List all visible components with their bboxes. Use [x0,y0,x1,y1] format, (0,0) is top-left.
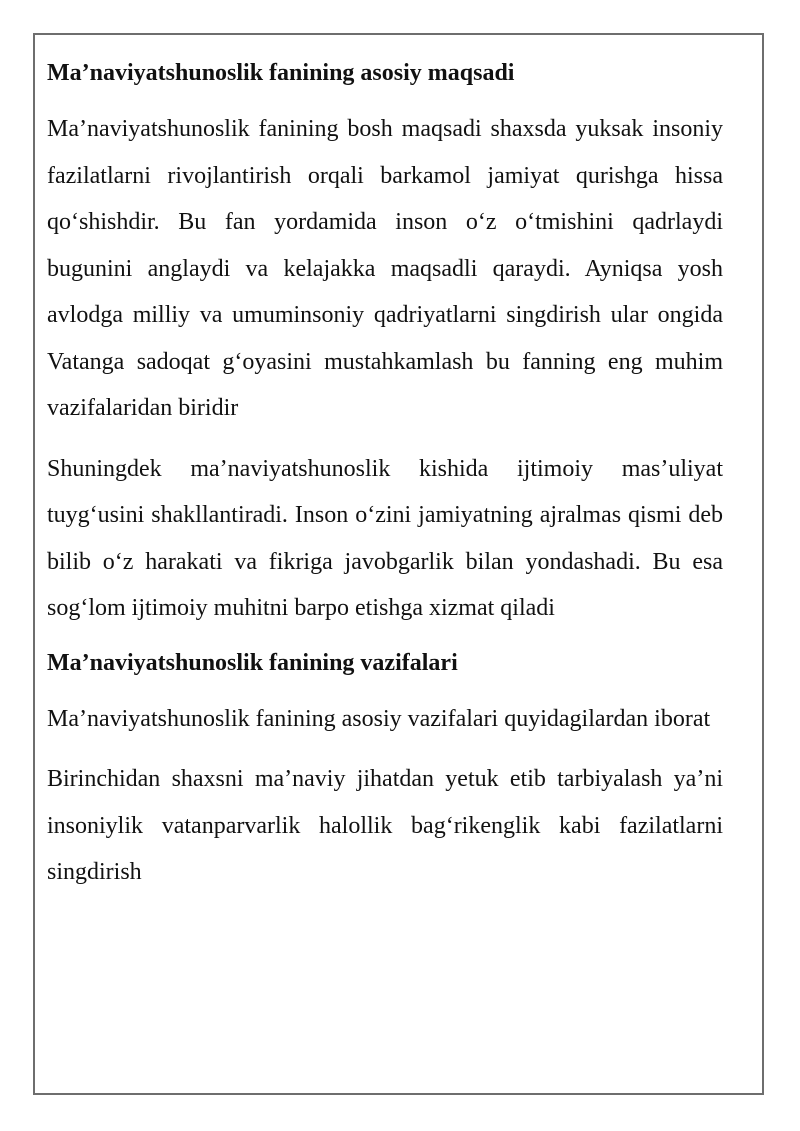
section-main-goal [47,56,723,632]
paragraph: Ma’naviyatshunoslik fanining bosh maqsadi shaxsda yuksak insoniy fazilatlarni rivojlantirish orqali barkamol jamiyat qurishga hissa qo‘shishdir. Bu fan yordamida inson o‘z o‘tmishini qadrlaydi bugunini anglaydi va kelajakka maqsadli qaraydi. Ayniqsa yosh avlodga milliy va umuminsoniy qadriyatlarni singdirish ular ongida Vatanga sadoqat g‘oyasini mustahkamlash bu fanning eng muhim vazifalaridan biridir [47,116,723,421]
document-body [47,56,723,910]
section-heading: Ma’naviyatshunoslik fanining asosiy maqsadi [47,60,515,86]
section-heading: Ma’naviyatshunoslik fanining vazifalari [47,649,458,676]
paragraph: Ma’naviyatshunoslik fanining asosiy vazifalari quyidagilardan iborat [47,705,711,732]
section-tasks [47,646,723,896]
paragraph: Shuningdek ma’naviyatshunoslik kishida ijtimoiy mas’uliyat tuyg‘usini shakllantiradi. Inson o‘zini jamiyatning ajralmas qismi deb bilib o‘z harakati va fikriga javobgarlik bilan yondashadi. Bu esa sog‘lom ijtimoiy muhitni barpo etishga xizmat qiladi [47,455,723,621]
paragraph: Birinchidan shaxsni ma’naviy jihatdan yetuk etib tarbiyalash ya’ni insoniylik vatanparvarlik halollik bag‘rikenglik kabi fazilatlarni singdirish [47,766,723,885]
